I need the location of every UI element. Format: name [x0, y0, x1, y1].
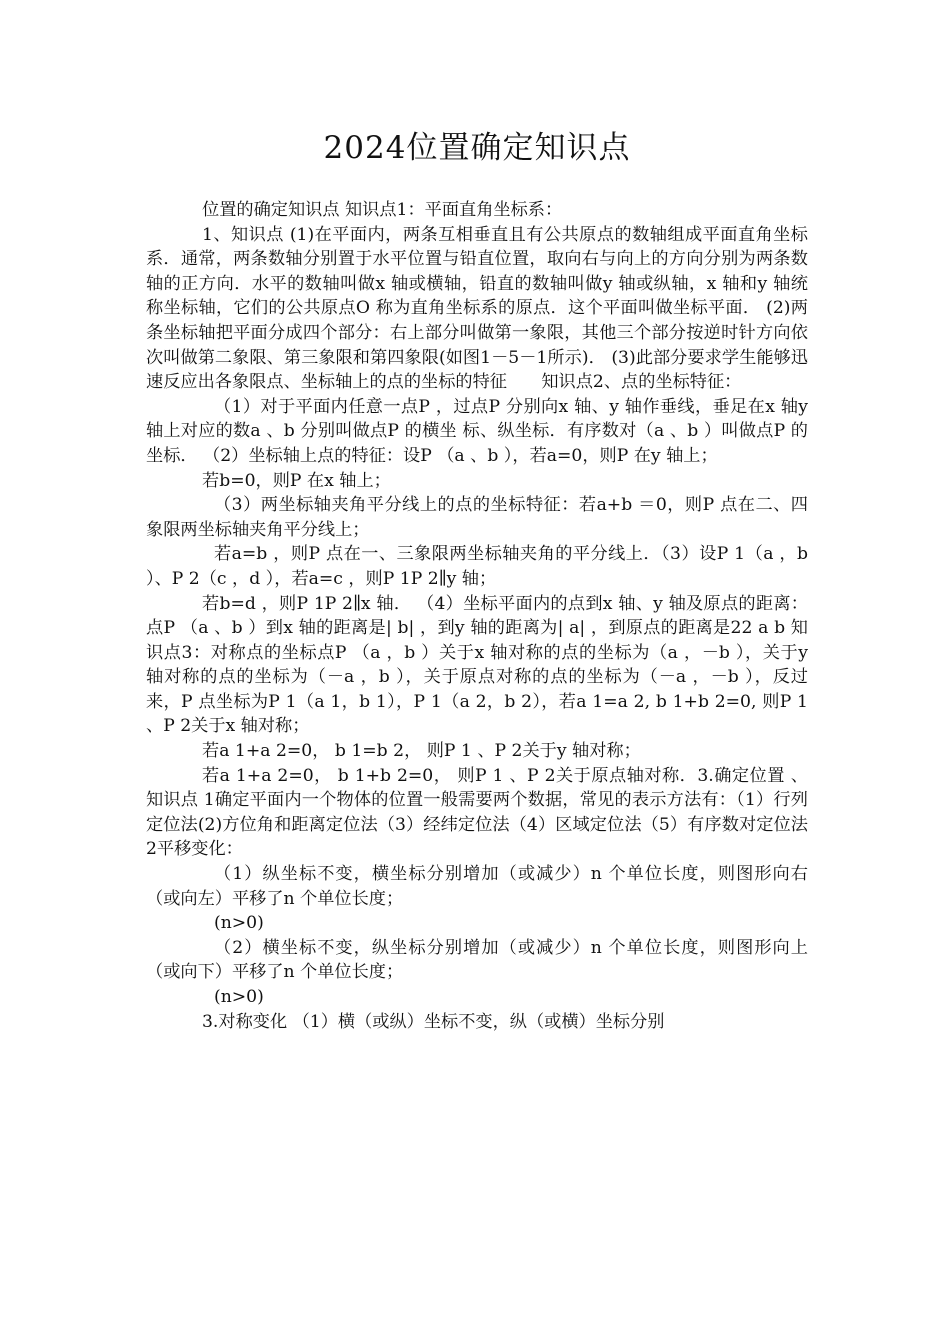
paragraph: （3）两坐标轴夹角平分线上的点的坐标特征：若a+b ＝0，则P 点在二、四象限两坐标轴夹角平分线上； — [146, 495, 808, 540]
paragraph: (n>0) — [214, 987, 264, 1007]
paragraph: 若b=0，则P 在x 轴上； — [202, 470, 391, 491]
paragraph: 若b=d ，则P 1P 2∥x 轴． （4）坐标平面内的点到x 轴、y 轴及原点的距离：点P （a 、b ）到x 轴的距离是| b| ，到y 轴的距离为| a| ，到原点的距离是22 a b 知识点3：对称点的坐标点P （a ，b ）关于x 轴对称的点的坐标为（a ，－b ），关于y 轴对称的点的坐标为（－a ，b ），关于原点对称的点的坐标为（－a ，－b ），反过来，P 点坐标为P 1（a 1，b 1），P 1（a 2，b 2），若a 1=a 2, b 1+b 2=0, 则P 1 、P 2关于x 轴对称； — [146, 593, 808, 737]
paragraph: （1）对于平面内任意一点P ，过点P 分别向x 轴、y 轴作垂线，垂足在x 轴y 轴上对应的数a 、b 分别叫做点P 的横坐 标、纵坐标．有序数对（a 、b ）叫做点P 的坐标． （2）坐标轴上点的特征：设P （a 、b ），若a=0，则P 在y 轴上； — [146, 396, 808, 466]
paragraph: 若a 1+a 2=0， b 1=b 2， 则P 1 、P 2关于y 轴对称； — [202, 741, 641, 762]
paragraph: 若a=b ，则P 点在一、三象限两坐标轴夹角的平分线上．（3）设P 1（a ，b ）、P 2（c ，d ），若a=c ，则P 1P 2∥y 轴； — [146, 544, 808, 589]
paragraph: （1）纵坐标不变，横坐标分别增加（或减少）n 个单位长度，则图形向右（或向左）平移了n 个单位长度； — [146, 864, 808, 909]
document-title: 2024位置确定知识点 — [323, 130, 631, 166]
paragraph: 3.对称变化 （1）横（或纵）坐标不变，纵（或横）坐标分别 — [202, 1011, 665, 1032]
paragraph: 位置的确定知识点 知识点1：平面直角坐标系： — [202, 200, 563, 220]
paragraph: （2）横坐标不变，纵坐标分别增加（或减少）n 个单位长度，则图形向上（或向下）平移了n 个单位长度； — [146, 937, 808, 983]
paragraph: 若a 1+a 2=0， b 1+b 2=0， 则P 1 、P 2关于原点轴对称．3.确定位置 、知识点 1确定平面内一个物体的位置一般需要两个数据，常见的表示方法有：（1）行列定位法(2)方位角和距离定位法（3）经纬定位法（4）区域定位法（5）有序数对定位法 2平移变化： — [146, 765, 808, 860]
paragraph: (n>0) — [214, 913, 264, 934]
paragraph: 1、知识点 (1)在平面内，两条互相垂直且有公共原点的数轴组成平面直角坐标系．通常，两条数轴分别置于水平位置与铅直位置，取向右与向上的方向分别为两条数轴的正方向．水平的数轴叫做x 轴或横轴，铅直的数轴叫做y 轴或纵轴，x 轴和y 轴统称坐标轴，它们的公共原点O 称为直角坐标系的原点．这个平面叫做坐标平面． (2)两条坐标轴把平面分成四个部分：右上部分叫做第一象限，其他三个部分按逆时针方向依次叫做第二象限、第三象限和第四象限(如图1－5－1所示)． (3)此部分要求学生能够迅速反应出各象限点、坐标轴上的点的坐标的特征 知识点2、点的坐标特征： — [146, 224, 808, 393]
document-body — [146, 198, 808, 1034]
document-page — [146, 126, 808, 1034]
